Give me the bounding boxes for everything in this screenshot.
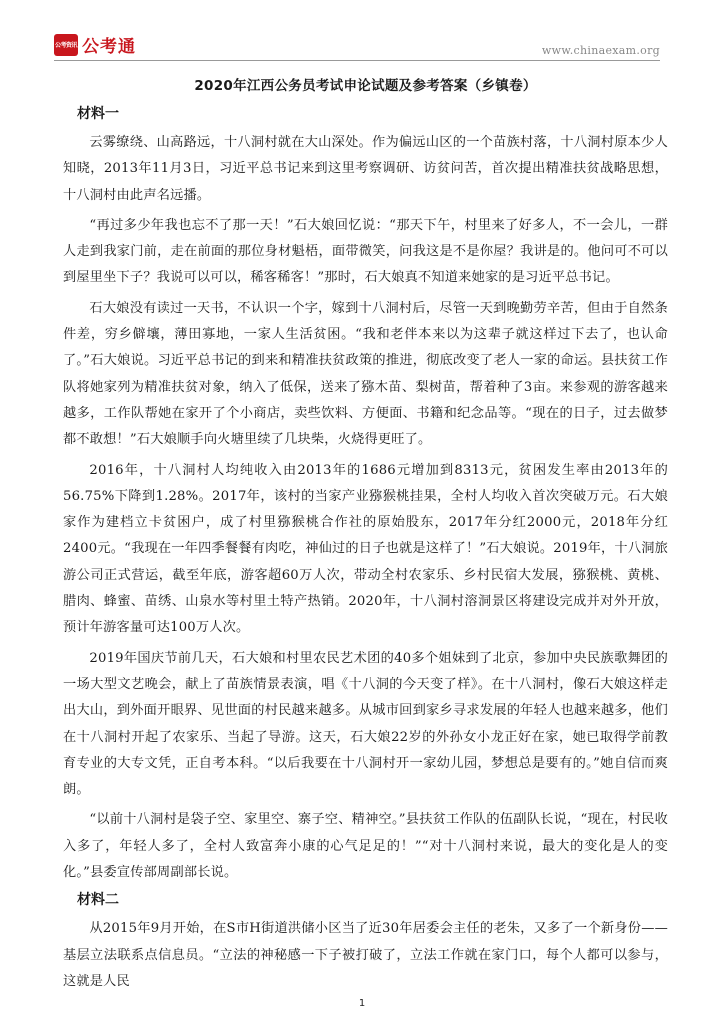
paragraph: 2019年国庆节前几天，石大娘和村里农民艺术团的40多个姐妹到了北京，参加中央民族歌舞团的一场大型文艺晚会，献上了苗族情景表演，唱《十八洞的今天变了样》。在十八洞村，像石大娘这样走出大山，到外面开眼界、见世面的村民越来越多。从城市回到家乡寻求发展的年轻人也越来越多，他们在十八洞村开起了农家乐、当起了导游。这天，石大娘22岁的外孙女小龙正好在家，她已取得学前教育专业的大专文凭，正自考本科。“以后我要在十八洞村开一家幼儿园，梦想总是要有的。”她自信而爽朗。 bbox=[63, 650, 668, 798]
site-logo[interactable] bbox=[54, 32, 136, 57]
page-header bbox=[0, 0, 724, 64]
header-divider bbox=[54, 60, 660, 61]
paragraph: “再过多少年我也忘不了那一天！”石大娘回忆说：“那天下午，村里来了好多人，不一会儿，一群人走到我家门前，走在前面的那位身材魁梧，面带微笑，问我这是不是你屋？我讲是的。他问可不可以到屋里坐下子？我说可以可以，稀客稀客！”那时，石大娘真不知道来她家的是习近平总书记。 bbox=[63, 217, 668, 286]
paragraph: 云雾缭绕、山高路远，十八洞村就在大山深处。作为偏远山区的一个苗族村落，十八洞村原本少人知晓，2013年11月3日，习近平总书记来到这里考察调研、访贫问苦，首次提出精准扶贫战略思想，十八洞村由此声名远播。 bbox=[63, 135, 668, 203]
page-number: 1 bbox=[358, 998, 366, 1009]
section-heading: 材料一 bbox=[77, 106, 119, 122]
site-url: www.chinaexam.org bbox=[541, 44, 660, 57]
document-title: 2020年江西公务员考试申论试题及参考答案（乡镇卷） bbox=[194, 78, 537, 94]
paragraph: 石大娘没有读过一天书，不认识一个字，嫁到十八洞村后，尽管一天到晚勤劳辛苦，但由于自然条件差，穷乡僻壤，薄田寡地，一家人生活贫困。“我和老伴本来以为这辈子就这样过下去了，也认命了。”石大娘说。习近平总书记的到来和精准扶贫政策的推进，彻底改变了老人一家的命运。县扶贫工作队将她家列为精准扶贫对象，纳入了低保，送来了猕木苗、梨树苗，帮着种了3亩。来参观的游客越来越多，工作队帮她在家开了个小商店，卖些饮料、方便面、书籍和纪念品等。“现在的日子，过去做梦都不敢想！”石大娘顺手向火塘里续了几块柴，火烧得更旺了。 bbox=[63, 300, 668, 448]
document-body bbox=[63, 76, 668, 999]
section-heading: 材料二 bbox=[77, 892, 119, 909]
paragraph: 从2015年9月开始，在S市H街道洪储小区当了近30年居委会主任的老朱，又多了一个新身份——基层立法联系点信息员。“立法的神秘感一下子被打破了，立法工作就在家门口，每个人都可以参与，这就是人民 bbox=[63, 921, 668, 989]
logo-badge-icon: 公考资讯 bbox=[54, 34, 78, 56]
paragraph: “以前十八洞村是袋子空、家里空、寨子空、精神空。”县扶贫工作队的伍副队长说，“现在，村民收入多了，年轻人多了，全村人致富奔小康的心气足足的！”“对十八洞村来说，最大的变化是人的变化。”县委宣传部周副部长说。 bbox=[63, 812, 668, 881]
paragraph: 2016年，十八洞村人均纯收入由2013年的1686元增加到8313元，贫困发生率由2013年的56.75%下降到1.28%。2017年，该村的当家产业猕猴桃挂果，全村人均收入首次突破万元。石大娘家作为建档立卡贫困户，成了村里猕猴桃合作社的原始股东，2017年分红2000元，2018年分红2400元。“我现在一年四季餐餐有肉吃，神仙过的日子也就是这样了！”石大娘说。2019年，十八洞旅游公司正式营运，截至年底，游客超60万人次，带动全村农家乐、乡村民宿大发展，猕猴桃、黄桃、腊肉、蜂蜜、苗绣、山泉水等村里土特产热销。2020年，十八洞村溶洞景区将建设完成并对外开放，预计年游客量可达100万人次。 bbox=[63, 462, 668, 636]
logo-text: 公考通 bbox=[82, 37, 136, 57]
